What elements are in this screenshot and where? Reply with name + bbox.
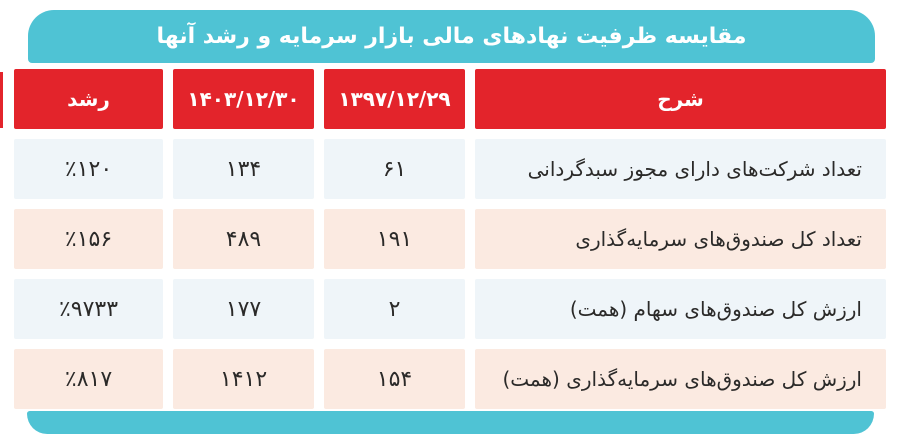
row-1-value-1403 [173, 139, 314, 199]
row-3-value-1403 [173, 279, 314, 339]
column-header-description: شرح [475, 69, 886, 129]
column-header-date-1403 [173, 69, 314, 129]
row-4-value-1403 [173, 349, 314, 409]
row-4-value-1397-text: ۱۵۴ [376, 366, 413, 392]
row-2-growth [14, 209, 163, 269]
row-4-growth [14, 349, 163, 409]
page-title: مقایسه ظرفیت نهادهای مالی بازار سرمایه و رشد آنها [156, 24, 747, 49]
row-3-value-1397 [324, 279, 465, 339]
title-bar [28, 10, 875, 63]
row-2-value-1397 [324, 209, 465, 269]
row-2-growth-text: ٪۱۵۶ [64, 226, 113, 252]
row-1-value-1403-text: ۱۳۴ [225, 156, 262, 182]
row-4-value-1403-text: ۱۴۱۲ [219, 366, 268, 392]
column-header-date-1403-label: ۱۴۰۳/۱۲/۳۰ [187, 87, 300, 111]
column-header-date-1397-label: ۱۳۹۷/۱۲/۲۹ [338, 87, 451, 111]
row-3-description: ارزش کل صندوق‌های سهام (همت) [475, 279, 886, 339]
left-edge-accent [0, 72, 3, 128]
row-2-description: تعداد کل صندوق‌های سرمایه‌گذاری [475, 209, 886, 269]
row-2-value-1397-text: ۱۹۱ [376, 226, 413, 252]
column-header-growth: رشد [14, 69, 163, 129]
row-3-value-1397-text: ۲ [388, 296, 401, 322]
row-1-value-1397-text: ۶۱ [382, 156, 407, 182]
row-1-description: تعداد شرکت‌های دارای مجوز سبدگردانی [475, 139, 886, 199]
row-1-growth [14, 139, 163, 199]
row-1-growth-text: ٪۱۲۰ [64, 156, 113, 182]
footer-bar [27, 411, 874, 434]
row-4-description: ارزش کل صندوق‌های سرمایه‌گذاری (همت) [475, 349, 886, 409]
row-4-value-1397 [324, 349, 465, 409]
row-2-value-1403 [173, 209, 314, 269]
comparison-table [14, 69, 886, 409]
row-2-value-1403-text: ۴۸۹ [225, 226, 262, 252]
row-3-growth-text: ٪۹۷۳۳ [58, 296, 119, 322]
row-3-growth [14, 279, 163, 339]
row-3-value-1403-text: ۱۷۷ [225, 296, 262, 322]
row-1-value-1397 [324, 139, 465, 199]
row-4-growth-text: ٪۸۱۷ [64, 366, 113, 392]
column-header-date-1397 [324, 69, 465, 129]
